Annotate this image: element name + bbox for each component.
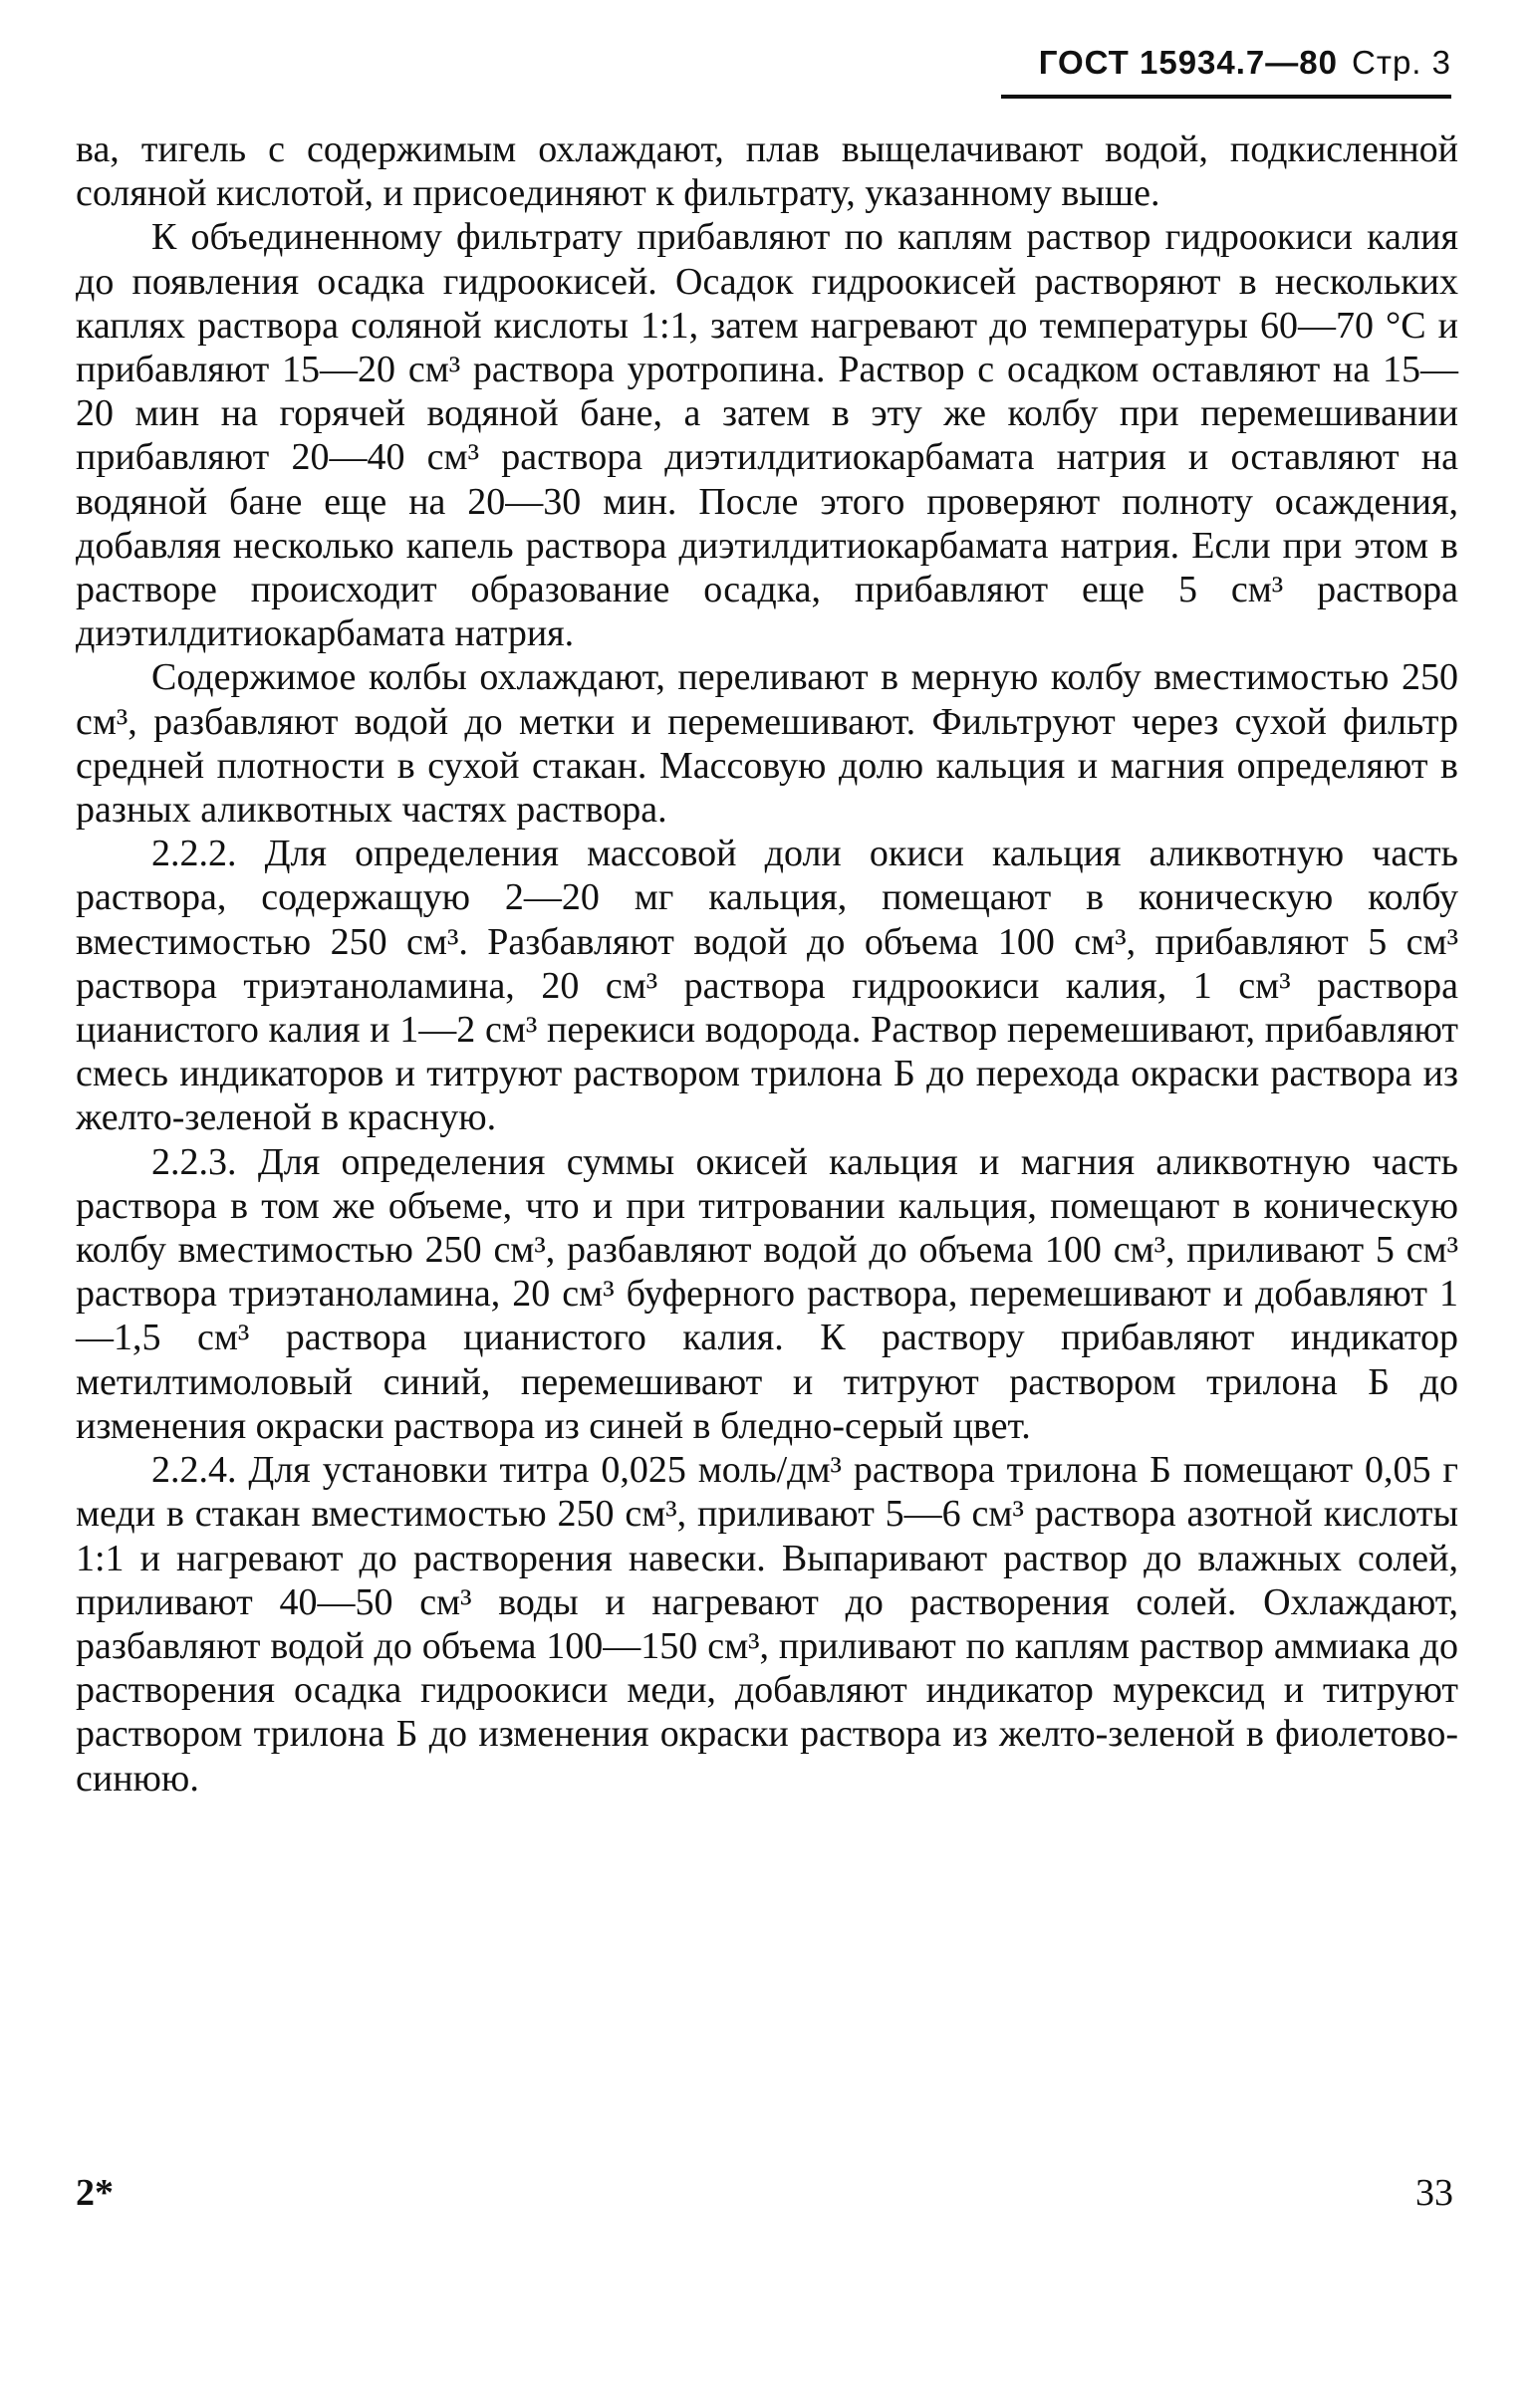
header-rule: [1001, 95, 1451, 99]
paragraph-flask-contents: Содержимое колбы охлаждают, переливают в мерную колбу вместимостью 250 см³, разбавляют водой до метки и перемешивают. Фильтруют через сухой фильтр средней плотности в сухой стакан. Массовую долю кальция и магния определяют в разных аликвотных частях раствора.: [76, 656, 1458, 832]
paragraph-continuation: ва, тигель с содержимым охлаждают, плав выщелачивают водой, подкисленной соляной кислотой, и присоединяют к фильтрату, указанному выше.: [76, 128, 1458, 215]
paragraph-2-2-2: 2.2.2. Для определения массовой доли окиси кальция аликвотную часть раствора, содержащую 2—20 мг кальция, помещают в коническую колбу вместимостью 250 см³. Разбавляют водой до объема 100 см³, прибавляют 5 см³ раствора триэтаноламина, 20 см³ раствора гидроокиси калия, 1 см³ раствора цианистого калия и 1—2 см³ перекиси водорода. Раствор перемешивают, прибавляют смесь индикаторов и титруют раствором трилона Б до перехода окраски раствора из желто-зеленой в красную.: [76, 833, 1458, 1139]
paragraph-2-2-4: 2.2.4. Для установки титра 0,025 моль/дм³ раствора трилона Б помещают 0,05 г меди в стакан вместимостью 250 см³, приливают 5—6 см³ раствора азотной кислоты 1:1 и нагревают до растворения навески. Выпаривают раствор до влажных солей, приливают 40—50 см³ воды и нагревают до растворения солей. Охлаждают, разбавляют водой до объема 100—150 см³, приливают по каплям раствор аммиака до растворения осадка гидроокиси меди, добавляют индикатор мурексид и титруют раствором трилона Б до изменения окраски раствора из желто-зеленой в фиолетово-синюю.: [76, 1449, 1458, 1800]
standard-number: ГОСТ 15934.7—80: [1038, 44, 1338, 81]
sheet-signature: 2*: [76, 2172, 114, 2214]
running-header: [1039, 44, 1451, 82]
paragraph-2-2-3: 2.2.3. Для определения суммы окисей кальция и магния аликвотную часть раствора в том же объеме, что и при титровании кальция, помещают в коническую колбу вместимостью 250 см³, разбавляют водой до объема 100 см³, приливают 5 см³ раствора триэтаноламина, 20 см³ буферного раствора, перемешивают и добавляют 1—1,5 см³ раствора цианистого калия. К раствору прибавляют индикатор метилтимоловый синий, перемешивают и титруют раствором трилона Б до изменения окраски раствора из синей в бледно-серый цвет.: [76, 1140, 1458, 1447]
paragraph-combined-filtrate: К объединенному фильтрату прибавляют по каплям раствор гидроокиси калия до появления осадка гидроокисей. Осадок гидроокисей растворяют в нескольких каплях раствора соляной кислоты 1:1, затем нагревают до температуры 60—70 °С и прибавляют 15—20 см³ раствора уротропина. Раствор с осадком оставляют на 15—20 мин на горячей водяной бане, а затем в эту же колбу при перемешивании прибавляют 20—40 см³ раствора диэтилдитиокарбамата натрия и оставляют на водяной бане еще на 20—30 мин. После этого проверяют полноту осаждения, добавляя несколько капель раствора диэтилдитиокарбамата натрия. Если при этом в растворе происходит образование осадка, прибавляют еще 5 см³ раствора диэтилдитиокарбамата натрия.: [76, 216, 1458, 655]
page-reference: Стр. 3: [1352, 44, 1451, 81]
page-body: [76, 127, 1458, 1801]
page-number: 33: [1415, 2172, 1453, 2214]
